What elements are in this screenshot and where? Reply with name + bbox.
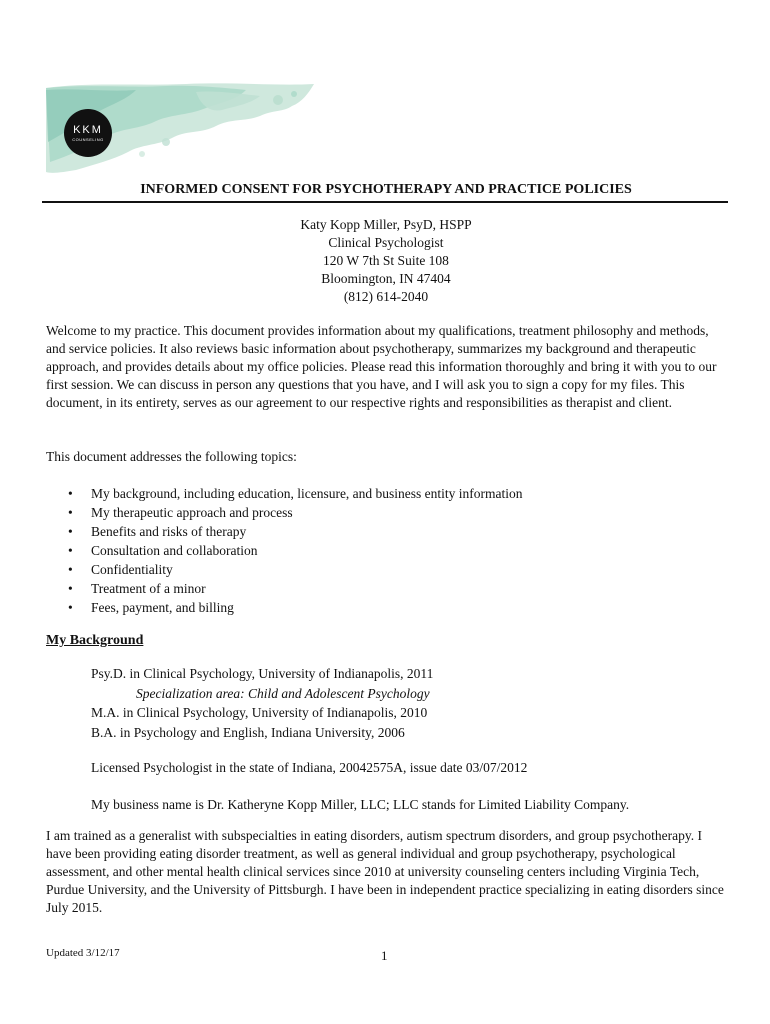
contact-street: 120 W 7th St Suite 108 [323,253,449,268]
bullet-icon: • [68,543,73,558]
kkm-logo-badge [64,109,112,157]
logo-initials: KKM [73,124,103,136]
education-ma: M.A. in Clinical Psychology, University of Indianapolis, 2010 [91,705,428,720]
bullet-icon: • [68,486,73,501]
list-item: • Fees, payment, and billing [68,600,234,615]
topics-list [66,484,523,617]
intro-paragraph: Welcome to my practice. This document provides information about my qualifications, treatment philosophy and methods, and service policies. It also reviews basic information about psychotherapy, summarizes my background and therapeutic approach, and provides details about my office policies. Please read this information thoroughly and bring it with you to our first session. We can discuss in person any questions that you have, and I will ask you to sign a copy for my files. This document, in its entirety, serves as our agreement to our respective rights and responsibilities as therapist and client. [46,323,717,410]
background-heading: My Background [46,633,144,648]
logo-header [46,82,316,174]
education-psyd: Psy.D. in Clinical Psychology, University of Indianapolis, 2011 [91,666,434,681]
list-item: • Benefits and risks of therapy [68,524,247,539]
bullet-icon: • [68,562,73,577]
training-paragraph: I am trained as a generalist with subspecialties in eating disorders, autism spectrum disorders, and group psychotherapy. I have been providing eating disorder treatment, as well as general individual and group psychotherapy, psychological assessment, and other mental health clinical services since 2010 at university counseling centers including Virginia Tech, Purdue University, and the University of Pittsburgh. I have been in independent practice specializing in eating disorders since July 2015. [46,828,724,915]
topics-intro: This document addresses the following topics: [46,449,297,464]
updated-date: Updated 3/12/17 [46,947,120,959]
logo-subtitle: COUNSELING [72,137,104,142]
page-number: 1 [381,948,388,963]
contact-role: Clinical Psychologist [328,235,444,250]
bullet-icon: • [68,524,73,539]
contact-name: Katy Kopp Miller, PsyD, HSPP [300,217,472,232]
education-specialization: Specialization area: Child and Adolescent Psychology [136,685,430,701]
business-name-line: My business name is Dr. Katheryne Kopp Miller, LLC; LLC stands for Limited Liability Company. [91,797,630,812]
list-item: • Treatment of a minor [68,581,206,596]
contact-city: Bloomington, IN 47404 [321,271,451,286]
contact-phone: (812) 614-2040 [343,289,429,304]
title-divider [42,201,728,203]
license-line: Licensed Psychologist in the state of Indiana, 20042575A, issue date 03/07/2012 [91,760,528,775]
list-item: • My background, including education, licensure, and business entity information [68,486,523,501]
list-item: • Consultation and collaboration [68,543,258,558]
list-item: • Confidentiality [68,562,173,577]
education-list [91,664,433,742]
education-ba: B.A. in Psychology and English, Indiana University, 2006 [91,724,405,740]
list-item: • My therapeutic approach and process [68,505,293,520]
bullet-icon: • [68,581,73,596]
contact-block [46,216,726,306]
bullet-icon: • [68,600,73,615]
document-title: INFORMED CONSENT FOR PSYCHOTHERAPY AND PRACTICE POLICIES [140,182,632,197]
bullet-icon: • [68,505,73,520]
